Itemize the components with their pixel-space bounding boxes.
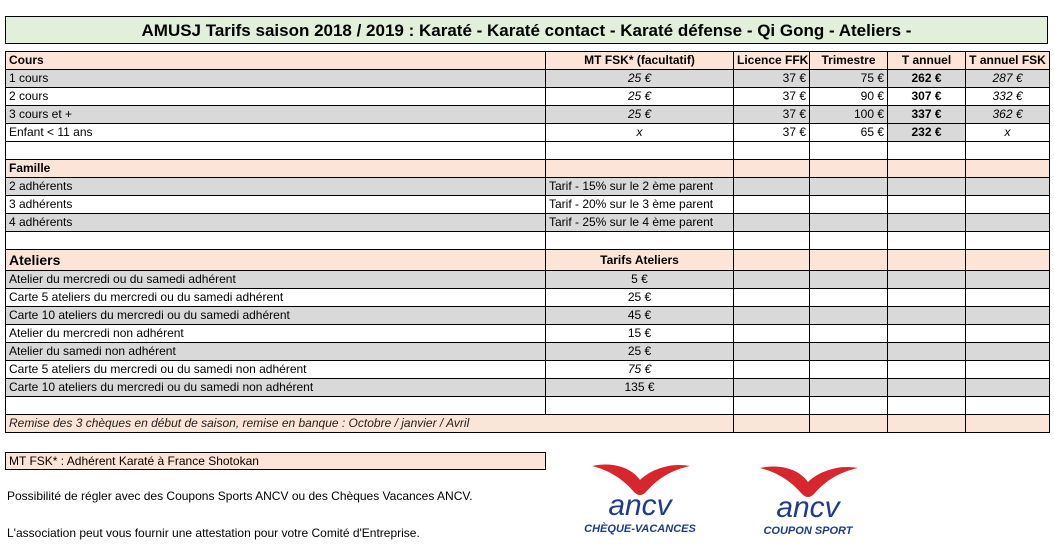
cours-licence: 37 € (734, 106, 810, 124)
tarifs-table (5, 51, 1050, 433)
logo-sub: COUPON SPORT (763, 525, 853, 537)
cours-licence: 37 € (734, 88, 810, 106)
cours-fsk: x (546, 124, 734, 142)
atelier-label: Atelier du samedi non adhérent (6, 343, 546, 361)
atelier-price: 5 € (546, 271, 734, 289)
table-row (6, 289, 1050, 307)
cours-label: 3 cours et + (6, 106, 546, 124)
cours-annuel-fsk: x (966, 124, 1050, 142)
cours-annuel-fsk: 332 € (966, 88, 1050, 106)
atelier-label: Carte 10 ateliers du mercredi ou du samedi adhérent (6, 307, 546, 325)
ateliers-col-heading: Tarifs Ateliers (546, 250, 734, 271)
remise-text: Remise des 3 chèques en début de saison, remise en banque : Octobre / janvier / Avril (6, 415, 734, 433)
ateliers-heading: Ateliers (6, 250, 546, 271)
table-row (6, 70, 1050, 88)
header-cours: Cours (6, 52, 546, 70)
famille-tarif: Tarif - 20% sur le 3 ème parent (546, 196, 734, 214)
cours-annuel-fsk: 362 € (966, 106, 1050, 124)
logo-word: ancv (776, 491, 840, 524)
page-title: AMUSJ Tarifs saison 2018 / 2019 : Karaté - Karaté contact - Karaté défense - Qi Gong - Ateliers - (5, 16, 1048, 44)
table-row (6, 178, 1050, 196)
atelier-price: 135 € (546, 379, 734, 397)
header-annuel-fsk: T annuel FSK (966, 52, 1050, 70)
header-annuel: T annuel (888, 52, 966, 70)
atelier-label: Carte 10 ateliers du mercredi ou du samedi non adhérent (6, 379, 546, 397)
atelier-price: 15 € (546, 325, 734, 343)
table-row (6, 214, 1050, 232)
cours-trimestre: 65 € (810, 124, 888, 142)
table-row (6, 106, 1050, 124)
header-trimestre: Trimestre (810, 52, 888, 70)
cours-trimestre: 100 € (810, 106, 888, 124)
cours-licence: 37 € (734, 70, 810, 88)
cours-annuel: 232 € (888, 124, 966, 142)
atelier-label: Carte 5 ateliers du mercredi ou du samedi adhérent (6, 289, 546, 307)
famille-label: 4 adhérents (6, 214, 546, 232)
cours-fsk: 25 € (546, 70, 734, 88)
cours-trimestre: 90 € (810, 88, 888, 106)
cours-fsk: 25 € (546, 106, 734, 124)
footnote: MT FSK* : Adhérent Karaté à France Shotokan (5, 452, 546, 470)
table-row (6, 379, 1050, 397)
cours-licence: 37 € (734, 124, 810, 142)
atelier-price: 45 € (546, 307, 734, 325)
logo-word: ancv (608, 489, 672, 522)
cours-label: 2 cours (6, 88, 546, 106)
atelier-label: Carte 5 ateliers du mercredi ou du samedi non adhérent (6, 361, 546, 379)
cours-annuel: 307 € (888, 88, 966, 106)
table-row (6, 307, 1050, 325)
famille-tarif: Tarif - 25% sur le 4 ème parent (546, 214, 734, 232)
famille-header-row (6, 160, 1050, 178)
remise-row (6, 415, 1050, 433)
famille-tarif: Tarif - 15% sur le 2 ème parent (546, 178, 734, 196)
table-row (6, 343, 1050, 361)
header-fsk: MT FSK* (facultatif) (546, 52, 734, 70)
cours-annuel: 262 € (888, 70, 966, 88)
cours-label: Enfant < 11 ans (6, 124, 546, 142)
cours-label: 1 cours (6, 70, 546, 88)
cours-fsk: 25 € (546, 88, 734, 106)
header-row (6, 52, 1050, 70)
table-row (6, 361, 1050, 379)
atelier-price: 25 € (546, 343, 734, 361)
table-row (6, 88, 1050, 106)
spacer-row (6, 142, 1050, 160)
cours-trimestre: 75 € (810, 70, 888, 88)
table-row (6, 325, 1050, 343)
cours-annuel: 337 € (888, 106, 966, 124)
atelier-price: 75 € (546, 361, 734, 379)
famille-label: 3 adhérents (6, 196, 546, 214)
logo-sub: CHÈQUE-VACANCES (584, 523, 696, 535)
famille-label: 2 adhérents (6, 178, 546, 196)
header-licence: Licence FFK (734, 52, 810, 70)
famille-heading: Famille (6, 160, 546, 178)
atelier-label: Atelier du mercredi non adhérent (6, 325, 546, 343)
ancv-coupon-sport-logo (748, 462, 868, 537)
atelier-price: 25 € (546, 289, 734, 307)
table-row (6, 124, 1050, 142)
cours-annuel-fsk: 287 € (966, 70, 1050, 88)
spacer-row (6, 397, 1050, 415)
table-row (6, 196, 1050, 214)
ce-note: L'association peut vous fournir une attestation pour votre Comité d'Entreprise. (7, 526, 420, 540)
ateliers-header-row (6, 250, 1050, 271)
spacer-row (6, 232, 1050, 250)
table-row (6, 271, 1050, 289)
atelier-label: Atelier du mercredi ou du samedi adhérent (6, 271, 546, 289)
ancv-note: Possibilité de régler avec des Coupons Sports ANCV ou des Chèques Vacances ANCV. (7, 489, 473, 503)
ancv-cheque-vacances-logo (580, 460, 700, 535)
